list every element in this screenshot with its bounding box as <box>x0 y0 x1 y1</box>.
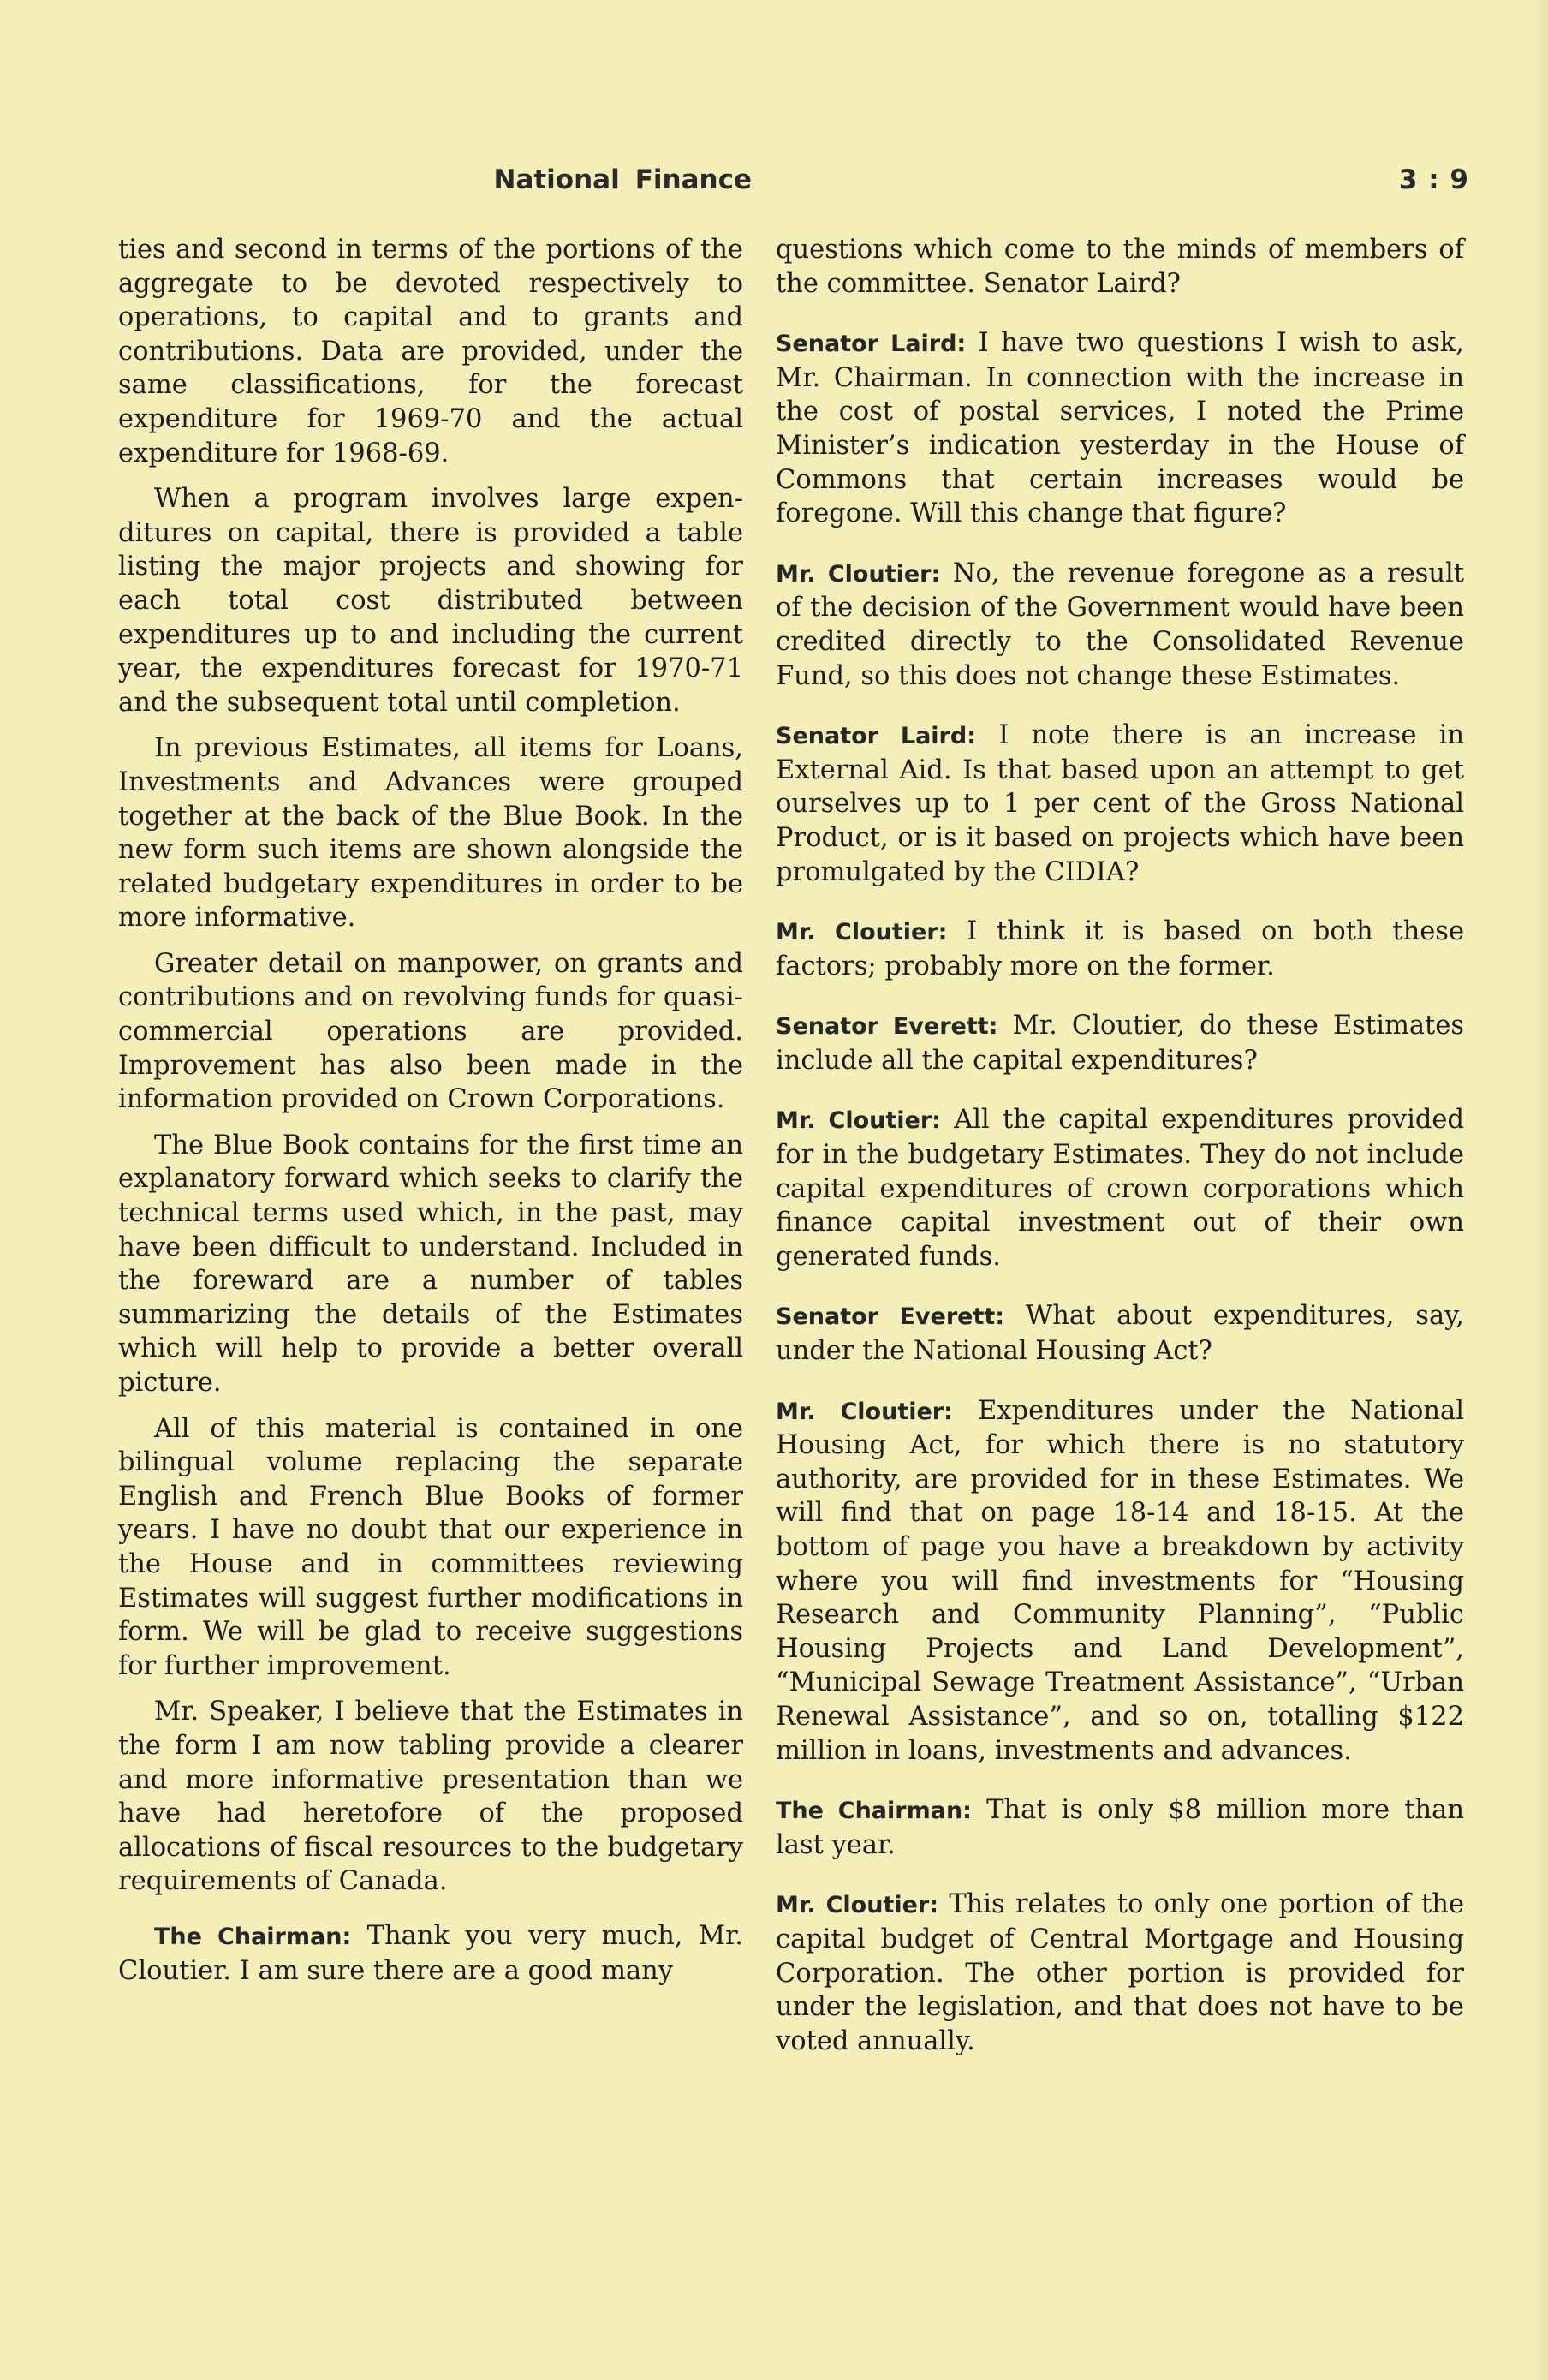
page-edge <box>1536 0 1548 2380</box>
page-number: 3 : 9 <box>1398 164 1469 195</box>
speaker-turn <box>776 915 1464 983</box>
right-column <box>776 233 1464 2084</box>
running-header <box>94 164 1469 206</box>
speaker-turn <box>776 1793 1464 1862</box>
speaker-turn <box>776 326 1464 531</box>
running-title-part2: Finance <box>634 164 752 195</box>
paragraph: All of this material is contained in one bilingual volume replacing the separate English and French Blue Books of former years. I have no doubt that our experience in the House and in committees reviewing Estimates will suggest further modifications in form. We will be glad to receive suggestions for further improvement. <box>118 1413 743 1681</box>
paragraph: In previous Estimates, all items for Loans, Investments and Advances were grouped together at the back of the Blue Book. In the new form such items are shown alongside the related budgetary expenditures in order to be more informative. <box>118 733 743 934</box>
speaker-name: Mr. Cloutier: <box>776 560 941 588</box>
speech-text: I think it is based on both these factors; probably more on the former. <box>776 916 1464 981</box>
speech-text: I have two questions I wish to ask, Mr. Chairman. In connection with the increase in the cost of postal services, I noted the Prime Minister’s indication yesterday in the House of Commons that certain increases would be foregone. Will this change that figure? <box>776 328 1464 529</box>
speaker-turn <box>776 1888 1464 2058</box>
speech-text: That is only $8 million more than last year. <box>776 1795 1464 1860</box>
speaker-turn <box>776 1299 1464 1368</box>
running-title-part1: National <box>493 164 620 195</box>
speaker-name: Mr. Cloutier: <box>776 1892 939 1919</box>
speech-text: Expenditures under the National Housing Act, for which there is no statutory authority, are provided for in these Estimates. We will find that on page 18-14 and 18-15. At the bottom of page you have a breakdown by activity where you will find investments for “Housing Research and Community Planning”, “Public Housing Projects and Land Development”, “Municipal Sewage Treatment Assistance”, “Urban Renewal Assistance”, and so on, totalling $122 million in loans, investments and advances. <box>776 1395 1464 1766</box>
speech-text: This relates to only one portion of the capital budget of Central Mortgage and Housing Corporation. The other portion is provided for under the legislation, and that does not have to be voted annually. <box>776 1889 1464 2056</box>
paragraph: questions which come to the minds of members of the committee. Senator Laird? <box>776 235 1464 299</box>
speaker-name: The Chairman: <box>776 1798 972 1825</box>
paragraph: Mr. Speaker, I believe that the Estimates in the form I am now tabling provide a clearer and more informative presentation than we have had heretofore of the proposed allocations of fiscal resources to the budgetary requirements of Canada. <box>118 1697 743 1897</box>
speaker-name: Mr. Cloutier: <box>776 1398 953 1425</box>
left-column <box>118 233 743 2000</box>
speaker-turn <box>776 1394 1464 1769</box>
speaker-name: Senator Laird: <box>776 723 976 750</box>
paragraph: When a program involves large expenditures on capital, there is provided a table listing the major projects and showing for each total cost distributed between expenditures up to and including the current year, the expenditures forecast for 1970-71 and the subsequent total until completion. <box>118 484 743 718</box>
speaker-name: Mr. Cloutier: <box>776 1107 941 1135</box>
speaker-name: Senator Laird: <box>776 331 967 358</box>
paragraph: Greater detail on manpower, on grants and contributions and on revolving funds for quasi-commercial operations are provided. Improvement has also been made in the information provided on Crown Corporations. <box>118 948 743 1115</box>
speaker-turn <box>776 1103 1464 1274</box>
speaker-name: Senator Everett: <box>776 1303 1005 1331</box>
speaker-name: Mr. Cloutier: <box>776 919 948 946</box>
speech-text: What about expenditures, say, under the National Housing Act? <box>776 1301 1464 1367</box>
speech-text: All the capital expenditures provided for in the budgetary Estimates. They do not include capital expenditures of crown corporations which finance capital investment out of their own generated funds. <box>776 1105 1464 1272</box>
speaker-turn <box>776 1009 1464 1077</box>
speaker-name: The Chairman: <box>154 1923 352 1950</box>
speaker-name: Senator Everett: <box>776 1013 998 1041</box>
speech-text: No, the revenue foregone as a result of the decision of the Government would have been credited directly to the Consolidated Revenue Fund, so this does not change these Estimates. <box>776 558 1464 691</box>
speaker-turn <box>776 557 1464 693</box>
speaker-turn <box>776 719 1464 889</box>
speech-text: I note there is an increase in External Aid. Is that based upon an attempt to get ourselves up to 1 per cent of the Gross National Product, or is it based on projects which have been promulgated by the CIDIA? <box>776 720 1464 887</box>
paragraph: ties and second in terms of the portions of the aggregate to be devoted respectively to operations, to capital and to grants and contributions. Data are provided, under the same classifications, for the forecast expenditure for 1969-70 and the actual expenditure for 1968-69. <box>118 235 743 468</box>
speech-text: Thank you very much, Mr. Cloutier. I am sure there are a good many <box>118 1920 743 1986</box>
speaker-turn <box>118 1919 743 1988</box>
running-title <box>494 164 753 195</box>
paragraph: The Blue Book contains for the first time an explanatory forward which seeks to clarify the technical terms used which, in the past, may have been difficult to understand. Included in the foreward are a number of tables summarizing the details of the Estimates which will help to provide a better overall picture. <box>118 1130 743 1398</box>
speech-text: Mr. Cloutier, do these Estimates include all the capital expenditures? <box>776 1011 1465 1076</box>
